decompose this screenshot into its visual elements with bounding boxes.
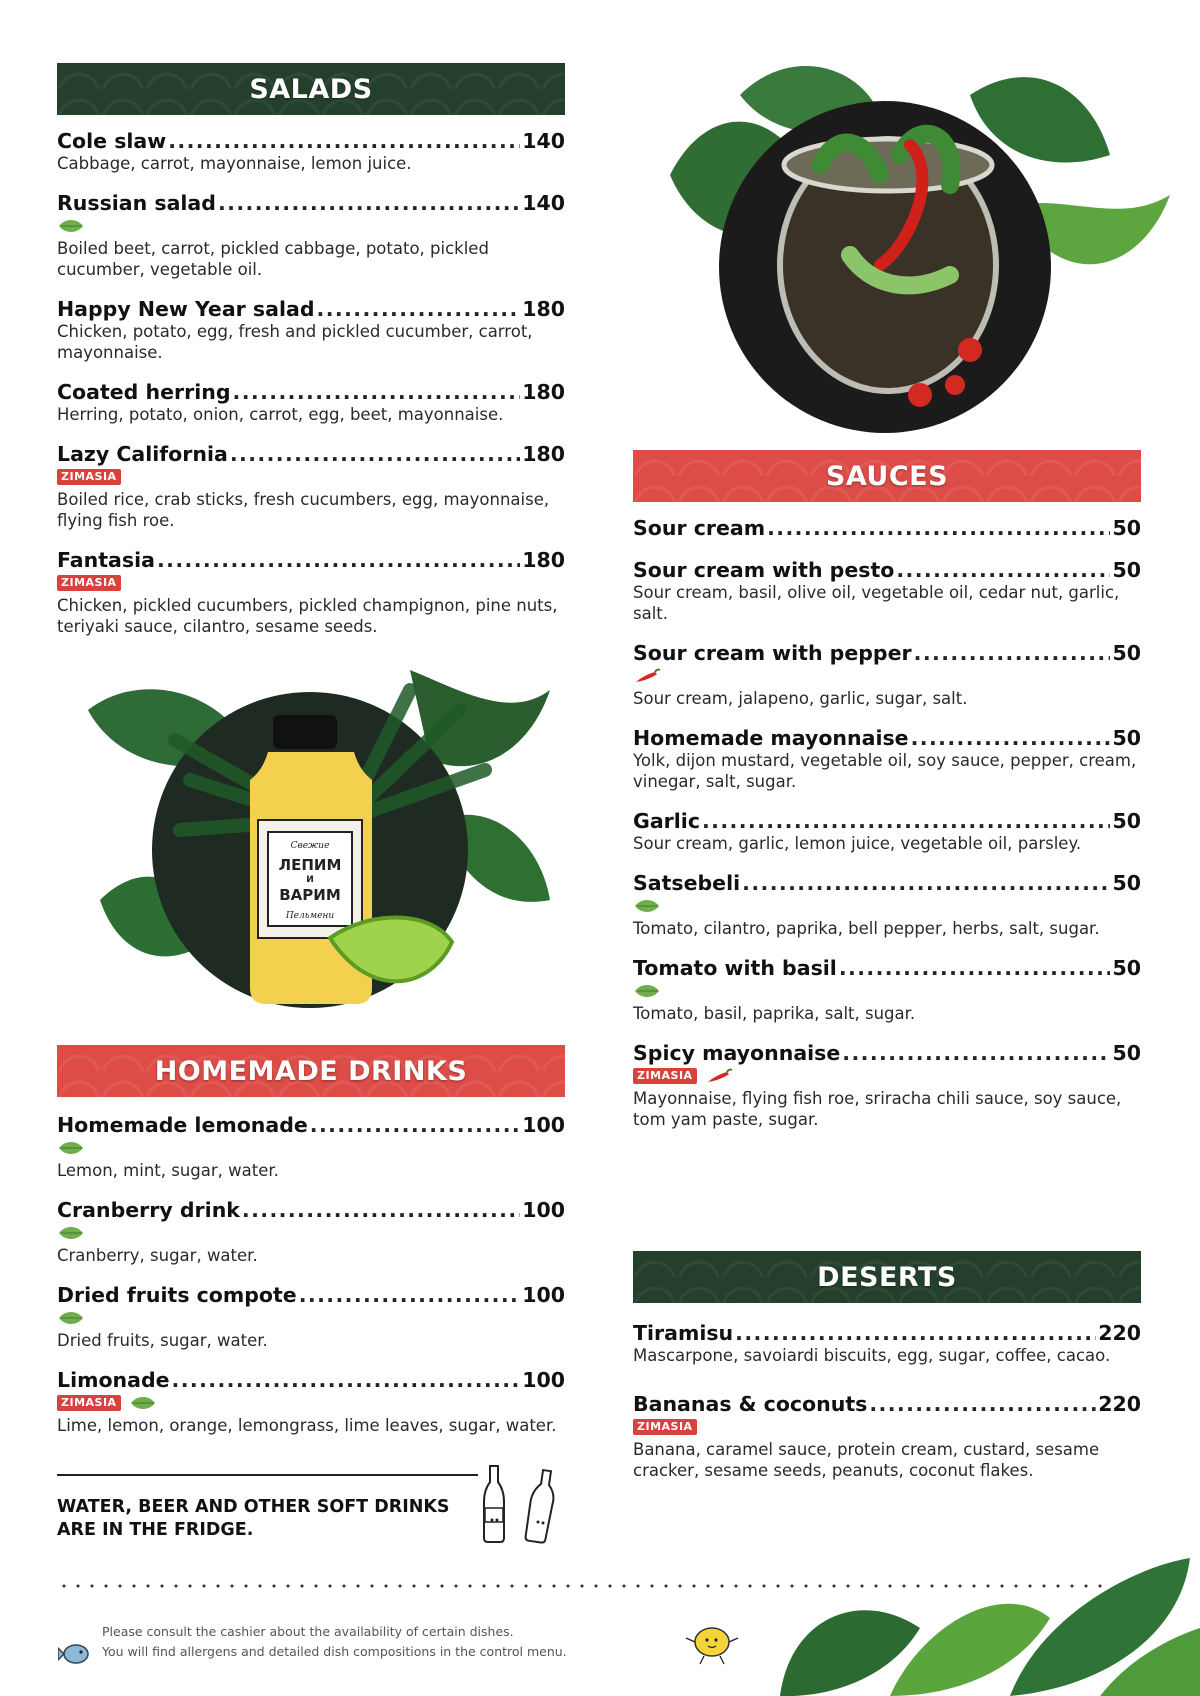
item-description: Boiled rice, crab sticks, fresh cucumbers, egg, mayonnaise, flying fish roe. [57, 490, 550, 530]
divider [57, 1474, 478, 1476]
drinks-header: HOMEMADE DRINKS [57, 1045, 565, 1097]
item-description: Dried fruits, sugar, water. [57, 1331, 268, 1350]
deserts-header: DESERTS [633, 1251, 1141, 1303]
item-name: Homemade mayonnaise [633, 726, 909, 750]
item-description: Sour cream, basil, olive oil, vegetable oil, cedar nut, garlic, salt. [633, 583, 1120, 623]
deserts-column [633, 1251, 1141, 1481]
item-description: Banana, caramel sauce, protein cream, custard, sesame cracker, sesame seeds, peanuts, coconut flakes. [633, 1440, 1100, 1480]
fridge-note: WATER, BEER AND OTHER SOFT DRINKS ARE IN THE FRIDGE. [57, 1497, 450, 1540]
bottles-illustration [478, 1462, 568, 1546]
svg-text:И: И [306, 875, 314, 885]
item-name: Happy New Year salad [57, 297, 315, 321]
item-description: Chicken, pickled cucumbers, pickled champignon, pine nuts, teriyaki sauce, cilantro, sesame seeds. [57, 596, 558, 636]
item-price: 220 [1098, 1321, 1141, 1345]
spicy-pepper-icon [633, 668, 661, 684]
menu-item [633, 558, 1141, 624]
svg-text:Свежие: Свежие [290, 841, 330, 851]
item-price: 50 [1112, 726, 1141, 750]
lemonade-bottle-photo [80, 670, 560, 1030]
menu-item [633, 726, 1141, 792]
zimasia-badge: ZIMASIA [633, 1068, 697, 1084]
item-description: Chicken, potato, egg, fresh and pickled cucumber, carrot, mayonnaise. [57, 322, 533, 362]
item-name: Spicy mayonnaise [633, 1041, 841, 1065]
item-price: 50 [1112, 871, 1141, 895]
item-name: Cole slaw [57, 129, 167, 153]
vegetarian-leaf-icon [57, 1225, 85, 1241]
item-price: 180 [522, 380, 565, 404]
item-description: Sour cream, jalapeno, garlic, sugar, salt. [633, 689, 968, 708]
item-name: Satsebeli [633, 871, 741, 895]
menu-item [57, 191, 565, 280]
zimasia-badge: ZIMASIA [57, 1395, 121, 1411]
item-name: Sour cream [633, 516, 766, 540]
menu-item [633, 516, 1141, 540]
zimasia-badge: ZIMASIA [57, 575, 121, 591]
drinks-column [57, 1045, 565, 1436]
item-description: Cranberry, sugar, water. [57, 1246, 258, 1265]
item-name: Tomato with basil [633, 956, 837, 980]
svg-text:ЛЕПИМ: ЛЕПИМ [278, 856, 342, 874]
decorative-leaves [770, 1558, 1200, 1696]
menu-item [57, 297, 565, 363]
item-price: 180 [522, 548, 565, 572]
menu-item [633, 809, 1141, 854]
zimasia-badge: ZIMASIA [633, 1419, 697, 1435]
item-description: Herring, potato, onion, carrot, egg, beet, mayonnaise. [57, 405, 504, 424]
sauces-column [633, 450, 1141, 1130]
svg-text:ВАРИМ: ВАРИМ [279, 886, 341, 904]
item-name: Sour cream with pesto [633, 558, 895, 582]
vegetarian-leaf-icon [633, 983, 661, 999]
item-description: Lemon, mint, sugar, water. [57, 1161, 279, 1180]
menu-item [633, 871, 1141, 939]
item-name: Dried fruits compote [57, 1283, 297, 1307]
item-price: 50 [1112, 641, 1141, 665]
item-description: Mascarpone, savoiardi biscuits, egg, sugar, coffee, cacao. [633, 1346, 1111, 1365]
item-price: 220 [1098, 1392, 1141, 1416]
item-name: Russian salad [57, 191, 216, 215]
salad-jar-photo [670, 55, 1170, 445]
menu-item [57, 442, 565, 531]
item-name: Tiramisu [633, 1321, 734, 1345]
fish-mascot-icon [58, 1640, 92, 1666]
item-price: 50 [1112, 956, 1141, 980]
item-description: Yolk, dijon mustard, vegetable oil, soy sauce, pepper, cream, vinegar, salt, sugar. [633, 751, 1137, 791]
left-column [57, 63, 565, 637]
item-name: Limonade [57, 1368, 170, 1392]
item-price: 50 [1112, 516, 1141, 540]
sauces-header: SAUCES [633, 450, 1141, 502]
menu-item [57, 129, 565, 174]
item-description: Sour cream, garlic, lemon juice, vegetable oil, parsley. [633, 834, 1082, 853]
item-description: Mayonnaise, flying fish roe, sriracha chili sauce, soy sauce, tom yam paste, sugar. [633, 1089, 1122, 1129]
vegetarian-leaf-icon [633, 898, 661, 914]
footer-note: Please consult the cashier about the availability of certain dishes. You will find allergens and detailed dish compositions in the control menu. [102, 1624, 567, 1659]
item-name: Bananas & coconuts [633, 1392, 868, 1416]
menu-item [57, 1283, 565, 1351]
menu-item [633, 956, 1141, 1024]
item-price: 100 [522, 1198, 565, 1222]
menu-item [57, 548, 565, 637]
menu-item [57, 1113, 565, 1181]
spicy-pepper-icon [705, 1068, 733, 1084]
item-name: Fantasia [57, 548, 155, 572]
item-price: 100 [522, 1368, 565, 1392]
menu-item [633, 641, 1141, 709]
menu-item [57, 1368, 565, 1436]
menu-item [633, 1392, 1141, 1481]
item-description: Lime, lemon, orange, lemongrass, lime leaves, sugar, water. [57, 1416, 557, 1435]
item-price: 50 [1112, 1041, 1141, 1065]
item-name: Garlic [633, 809, 700, 833]
menu-item [633, 1321, 1141, 1366]
item-description: Cabbage, carrot, mayonnaise, lemon juice. [57, 154, 412, 173]
item-price: 180 [522, 297, 565, 321]
item-description: Boiled beet, carrot, pickled cabbage, potato, pickled cucumber, vegetable oil. [57, 239, 489, 279]
vegetarian-leaf-icon [129, 1395, 157, 1411]
item-price: 140 [522, 129, 565, 153]
item-name: Sour cream with pepper [633, 641, 912, 665]
svg-text:Пельмени: Пельмени [285, 911, 335, 921]
item-price: 50 [1112, 809, 1141, 833]
salads-header: SALADS [57, 63, 565, 115]
vegetarian-leaf-icon [57, 1140, 85, 1156]
item-price: 50 [1112, 558, 1141, 582]
item-price: 100 [522, 1283, 565, 1307]
item-price: 100 [522, 1113, 565, 1137]
item-name: Cranberry drink [57, 1198, 240, 1222]
menu-item [57, 380, 565, 425]
lemon-mascot-icon [682, 1618, 742, 1666]
item-description: Tomato, cilantro, paprika, bell pepper, herbs, salt, sugar. [633, 919, 1100, 938]
item-price: 140 [522, 191, 565, 215]
vegetarian-leaf-icon [57, 218, 85, 234]
vegetarian-leaf-icon [57, 1310, 85, 1326]
menu-item [57, 1198, 565, 1266]
item-name: Coated herring [57, 380, 231, 404]
zimasia-badge: ZIMASIA [57, 469, 121, 485]
item-description: Tomato, basil, paprika, salt, sugar. [633, 1004, 916, 1023]
item-name: Homemade lemonade [57, 1113, 308, 1137]
menu-item [633, 1041, 1141, 1130]
item-price: 180 [522, 442, 565, 466]
item-name: Lazy California [57, 442, 228, 466]
